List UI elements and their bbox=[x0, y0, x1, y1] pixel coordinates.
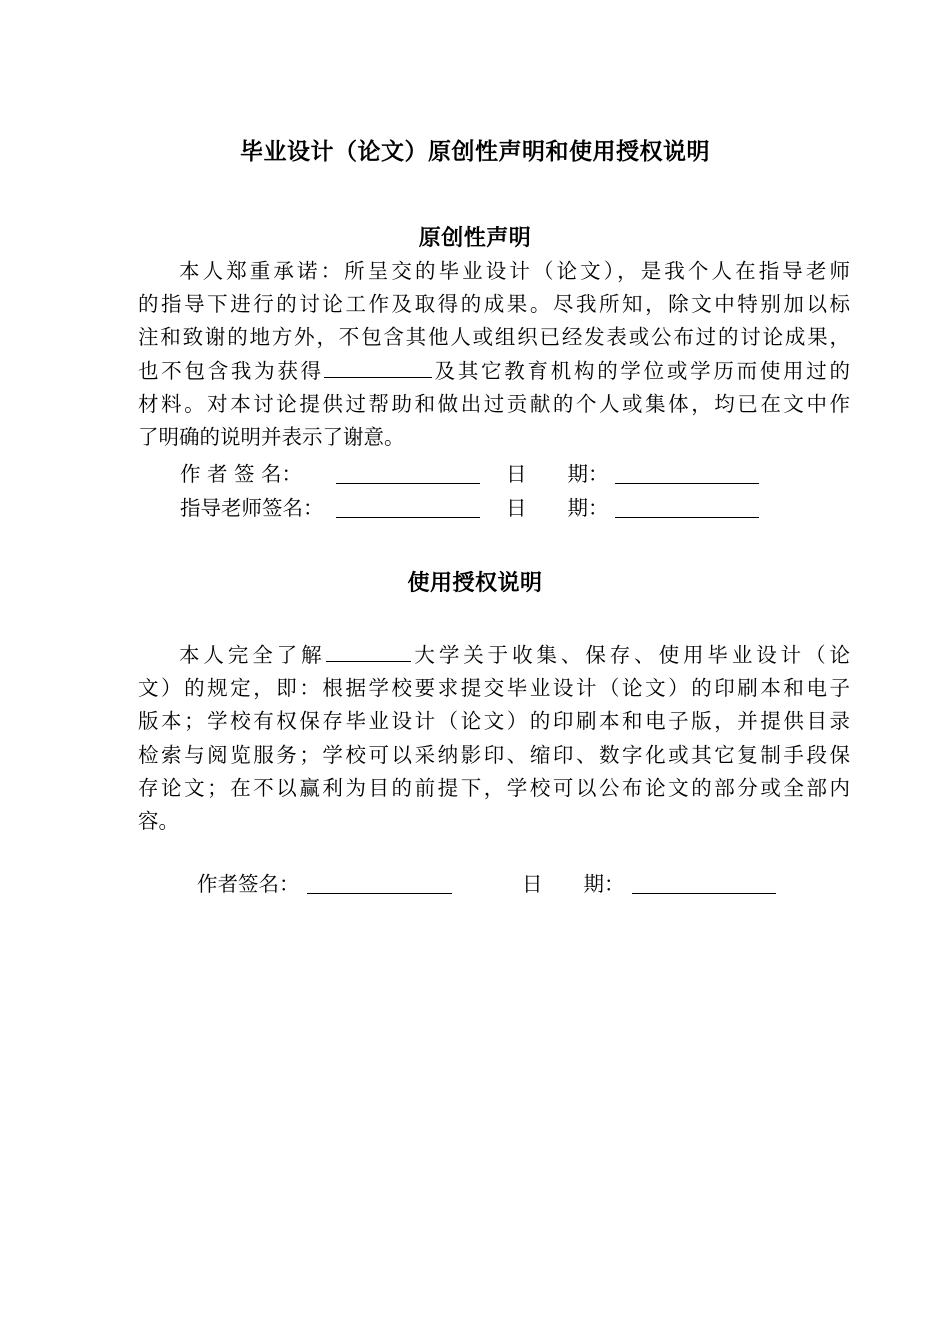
author-signature-label: 作者签名： bbox=[197, 872, 300, 896]
statement-text: 也不包含我为获得 bbox=[138, 358, 324, 383]
date-label: 日 期： bbox=[522, 872, 625, 896]
originality-heading: 原创性声明 bbox=[418, 226, 532, 251]
statement-line: 容。 bbox=[138, 808, 179, 833]
author-signature-row bbox=[180, 458, 780, 490]
date-label: 日 期： bbox=[506, 462, 609, 486]
statement-text: 大学关于收集、保存、使用毕业设计（论 bbox=[410, 643, 850, 667]
statement-line bbox=[138, 355, 850, 388]
statement-line: 材料。对本讨论提供过帮助和做出过贡献的个人或集体，均已在文中作 bbox=[138, 391, 850, 416]
statement-line: 存论文；在不以赢利为目的前提下，学校可以公布论文的部分或全部内 bbox=[138, 775, 850, 800]
originality-statement bbox=[138, 255, 850, 454]
author-signature-field bbox=[336, 483, 480, 484]
statement-line: 本人郑重承诺：所呈交的毕业设计（论文），是我个人在指导老师 bbox=[179, 259, 850, 283]
statement-line: 的指导下进行的讨论工作及取得的成果。尽我所知，除文中特别加以标 bbox=[138, 292, 850, 317]
degree-blank bbox=[324, 356, 432, 378]
statement-line: 版本；学校有权保存毕业设计（论文）的印刷本和电子版，并提供目录 bbox=[138, 709, 850, 734]
date-label: 日 期： bbox=[506, 496, 609, 520]
authorization-statement bbox=[138, 639, 850, 838]
statement-text: 本人完全了解 bbox=[179, 643, 326, 667]
date-field bbox=[615, 517, 759, 518]
document-title: 毕业设计（论文）原创性声明和使用授权说明 bbox=[240, 139, 710, 165]
statement-text: 及其它教育机构的学位或学历而使用过的 bbox=[431, 358, 851, 383]
author-signature-field bbox=[307, 893, 452, 894]
statement-line: 了明确的说明并表示了谢意。 bbox=[138, 424, 405, 449]
author-signature-label: 作 者 签 名： bbox=[180, 462, 303, 486]
advisor-signature-label: 指导老师签名： bbox=[180, 496, 324, 520]
university-blank bbox=[326, 640, 411, 662]
authorization-heading: 使用授权说明 bbox=[407, 571, 543, 596]
author-signature-row bbox=[197, 868, 797, 900]
date-field bbox=[632, 893, 776, 894]
advisor-signature-row bbox=[180, 492, 780, 524]
date-field bbox=[615, 483, 759, 484]
statement-line: 注和致谢的地方外，不包含其他人或组织已经发表或公布过的讨论成果， bbox=[138, 325, 850, 350]
statement-line bbox=[138, 639, 850, 672]
advisor-signature-field bbox=[336, 517, 480, 518]
statement-line: 文）的规定，即：根据学校要求提交毕业设计（论文）的印刷本和电子 bbox=[138, 676, 850, 701]
statement-line: 检索与阅览服务；学校可以采纳影印、缩印、数字化或其它复制手段保 bbox=[138, 742, 850, 767]
